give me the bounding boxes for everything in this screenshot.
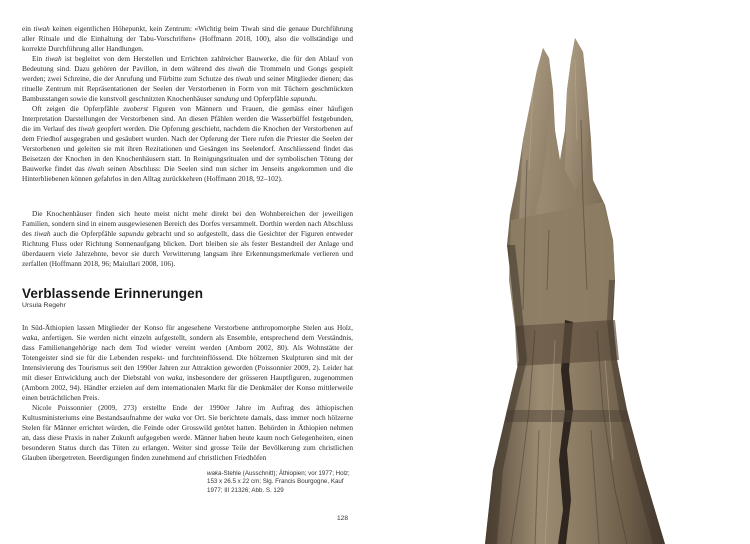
section-heading: Verblassende Erinnerungen bbox=[22, 286, 204, 301]
text-block-knochenhaeuser bbox=[22, 209, 353, 269]
paragraph: In Süd-Äthiopien lassen Mitglieder der Konso für angesehene Verstorbene anthropomorphe Stelen aus Holz, waka, anfertigen. Sie werden nicht einzeln aufgestellt, sondern als Ensemble, entsprechend dem Verständnis, dass Familienangehörige nach dem Tod wieder vereint werden (Amborn 2002, 80). Als Wohnstätte der Totengeister sind sie für die Lebenden respekt- und furchteinflössend. Die hölzernen Skulpturen sind mit der Intensivierung des Tourismus seit den 1990er Jahren zur Attraktion geworden (Poissonnier 2009, 2). Leider hat mit dieser Entwicklung auch der Diebstahl von waka, insbesondere der grösseren Hauptfiguren, zugenommen (Amborn 2002, 94). Händler erzielen auf dem internationalen Markt für die Denkmäler der Konso mittlerweile einen beträchtlichen Preis. bbox=[22, 323, 353, 402]
text-block-konso bbox=[22, 323, 353, 463]
right-page bbox=[375, 0, 750, 544]
paragraph: Oft zeigen die Opferpfähle zuoberst Figuren von Männern und Frauen, die gemäss einer häufigen Interpretation Darstellungen der Verstorbenen sind. An diesen Pfählen werden die Wasserbüffel festgebunden, die im Verlauf des tiwah geopfert werden. Die Opferung geschieht, nachdem die Knochen der Verstorbenen auf dem Friedhof ausgegraben und gesäubert wurden. Nach der Opferung der Tiere rufen die Priester die Seelen der Verstorbenen und geleiten sie mit ihren Rezitationen und Gesängen ins Seelendorf. Anschliessend findet das Beisetzen der Knochen in den Knochenhäusern statt. In Reinigungsritualen und der symbolischen Tötung der Bauwerke findet das tiwah seinen Abschluss: Die Seelen sind nun sicher im Jenseits angekommen und die Hinterbliebenen können gefahrlos in den Alltag zurückkehren (Hoffmann 2018, 92–102). bbox=[22, 104, 353, 183]
figure-caption: waka-Stehle (Ausschnitt); Äthiopien; vor 1977; Holz; 153 x 26.5 x 22 cm; Slg. Francis Bourgogne, Kauf 1977; III 21326; Abb. S. 129 bbox=[207, 470, 350, 494]
text-block-tiwah bbox=[22, 24, 353, 184]
section-author: Ursula Regehr bbox=[22, 302, 66, 309]
paragraph: Die Knochenhäuser finden sich heute meist nicht mehr direkt bei den Wohnbereichen der jeweiligen Familien, sondern sind in einem ausgewiesenen Bereich des Dorfes versammelt. Dorthin werden nach Abschluss des tiwah auch die Opferpfähle sapundu gebracht und so aufgestellt, dass die Gesichter der Figuren entweder Richtung Fluss oder Richtung Sonnenaufgang blicken. Dort bleiben sie als fester Bestandteil der Anlage und überdauern viele Jahrzehnte, bevor sie durch Verwitterung langsam ihre Erkennungsmerkmale verlieren und zerfallen (Hoffmann 2018, 96; Maiullari 2008, 106). bbox=[22, 209, 353, 268]
wooden-stele-photo bbox=[415, 30, 735, 544]
paragraph: ein tiwah keinen eigentlichen Höhepunkt, kein Zentrum: «Wichtig beim Tiwah sind die genaue Durchführung aller Rituale und die Einhaltung der Tabu-Vorschriften» (Hoffmann 2018, 100), also die vollständige und korrekte Durchführung aller Handlungen. bbox=[22, 24, 353, 53]
paragraph: Nicole Poissonnier (2009, 273) erstellte Ende der 1990er Jahre im Auftrag des äthiopischen Kultusministeriums eine Bestandsaufnahme der waka vor Ort. Sie berichtete damals, dass immer noch hölzerne Stelen für Männer errichtet würden, die Feinde oder Grosswild getötet hatten. Behörden in Äthiopien nehmen an, dass diese Praxis in naher Zukunft aufgegeben werde. Männer haben heute kaum noch Gelegenheiten, einen besonderen Status durch das Töten zu erlangen. Weiter sind grosse Teile der Bevölkerung zum christlichen Glauben übergetreten. Beerdigungen finden zunehmend auf christlichen Friedhöfen bbox=[22, 403, 353, 462]
paragraph: Ein tiwah ist begleitet von dem Herstellen und Errichten zahlreicher Bauwerke, die für den Ablauf von Bedeutung sind. Dazu gehören der Pavillon, in dem während des tiwah die Trommeln und Gongs gespielt werden; zwei Schreine, die der Anrufung und Fürbitte zum Schutze des tiwah und seiner Mitglieder dienen; das rituelle Zentrum mit Repräsentationen der Seelen der Verstorbenen in Form von mit Tüchern geschmückten Bambusstangen sowie die kunstvoll geschnitzten Knochenhäuser sandung und Opferpfähle sapundu. bbox=[22, 54, 353, 103]
page-number: 128 bbox=[337, 515, 349, 522]
